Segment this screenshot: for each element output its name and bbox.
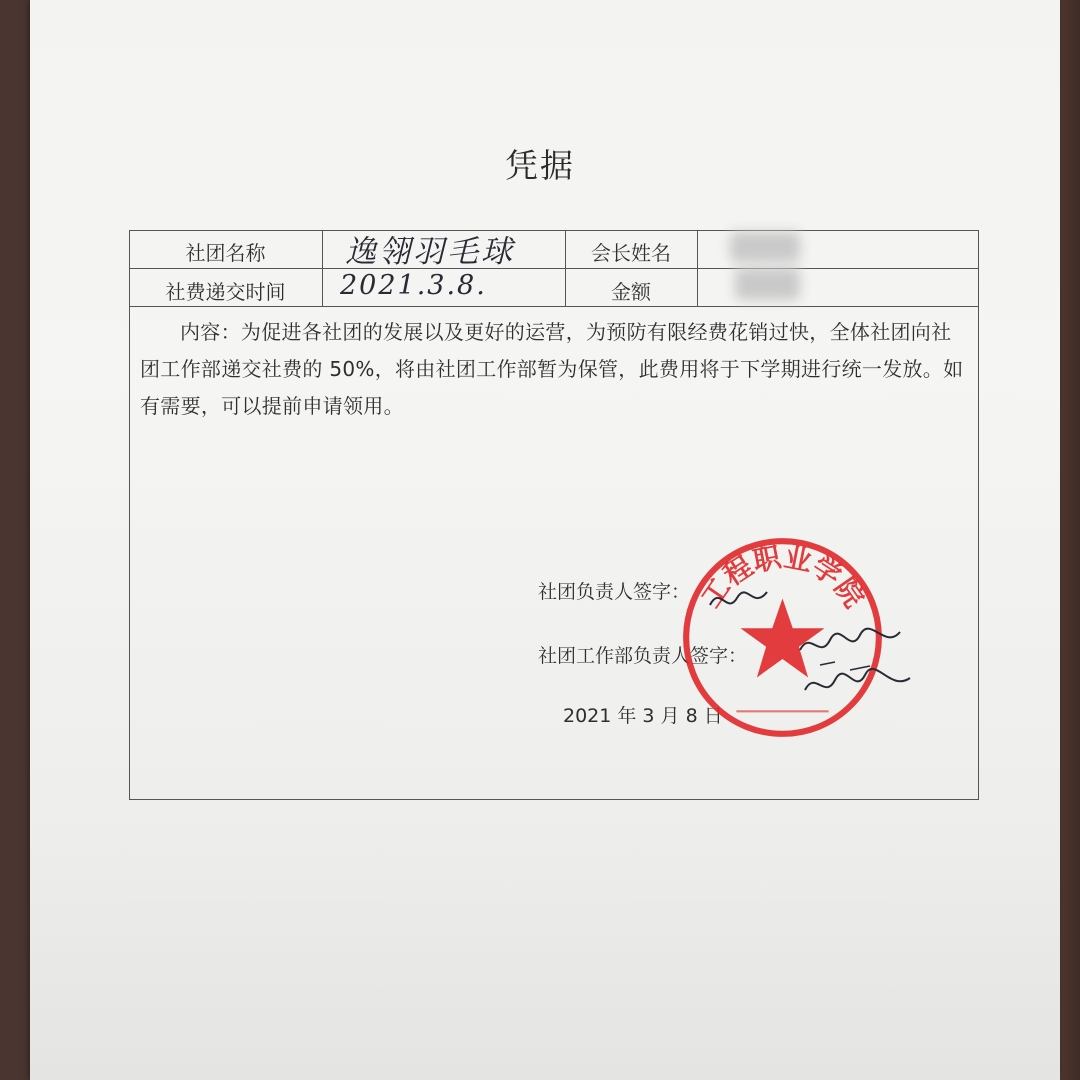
content-text: 内容：为促进各社团的发展以及更好的运营，为预防有限经费花销过快，全体社团向社团工作部递交社费的 50%，将由社团工作部暂为保管，此费用将于下学期进行统一发放。如有需要，可以提前申请领用。 — [140, 320, 964, 418]
col-divider-3 — [697, 230, 698, 306]
amount-label: 金额 — [611, 280, 651, 304]
club-name-label: 社团名称 — [185, 241, 266, 265]
redacted-amount — [735, 268, 800, 300]
row-divider-2 — [129, 306, 979, 307]
club-leader-sign-label: 社团负责人签字： — [538, 581, 691, 603]
redacted-president-name — [730, 232, 800, 262]
president-name-label: 会长姓名 — [591, 241, 671, 265]
submit-time-value: 2021.3.8. — [340, 270, 487, 301]
col-divider-1 — [322, 230, 323, 306]
club-leader-signature — [705, 580, 775, 620]
club-name-value: 逸翎羽毛球 — [345, 234, 515, 270]
seal-text: 工程职业学院 — [694, 540, 871, 614]
document-date: 2021 年 3 月 8 日 — [563, 705, 723, 727]
dept-leader-sign-label: 社团工作部负责人签字： — [538, 645, 748, 667]
handwritten-signature — [790, 620, 920, 710]
row-divider-1 — [129, 268, 979, 269]
submit-time-label: 社费递交时间 — [165, 280, 286, 304]
document-title: 凭据 — [505, 146, 575, 185]
